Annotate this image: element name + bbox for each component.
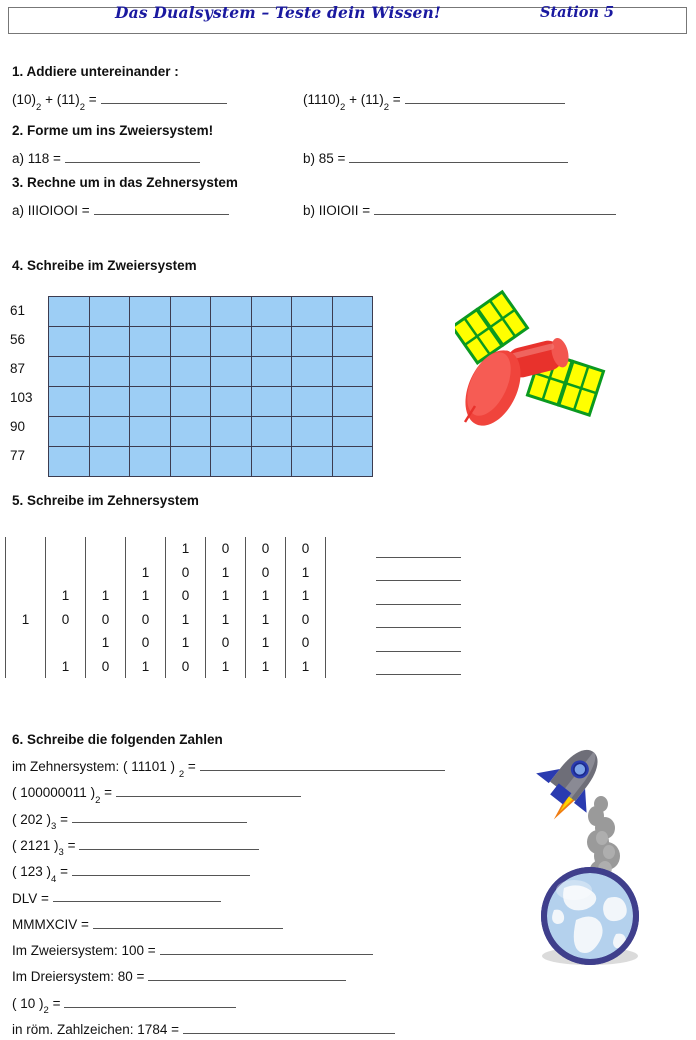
exercise-6-item [12, 994, 236, 1015]
grid-cell[interactable] [49, 297, 90, 327]
ex1a-expr-2: + (11) [41, 91, 80, 107]
binary-digit-cell: 0 [86, 655, 126, 679]
ex3a-label: a) IIIOIOOI = [12, 202, 90, 218]
grid-cell[interactable] [130, 447, 171, 477]
binary-row [6, 561, 326, 585]
ex1b-sub-2: 2 [383, 101, 390, 113]
grid-cell[interactable] [332, 387, 373, 417]
grid-cell[interactable] [211, 327, 252, 357]
binary-digit-cell: 0 [286, 608, 326, 632]
ex6-answer-blank[interactable] [79, 836, 259, 850]
grid-cell[interactable] [251, 387, 292, 417]
grid-cell[interactable] [211, 297, 252, 327]
grid-cell[interactable] [251, 357, 292, 387]
grid-cell[interactable] [170, 417, 211, 447]
grid-cell[interactable] [49, 387, 90, 417]
grid-cell[interactable] [170, 447, 211, 477]
ex1b-expr-1: (1110) [303, 91, 341, 107]
ex6-item-base-subscript: 3 [51, 821, 57, 833]
exercise-3-heading: 3. Rechne um in das Zehnersystem [12, 175, 238, 190]
grid-row [49, 297, 373, 327]
ex6-item-base-subscript: 3 [58, 847, 64, 859]
grid-cell[interactable] [170, 297, 211, 327]
exercise-6-item [12, 757, 445, 778]
ex6-item-equals: = [56, 864, 68, 879]
binary-digit-cell: 0 [206, 631, 246, 655]
grid-cell[interactable] [211, 447, 252, 477]
page-title: Das Dualsystem – Teste dein Wissen! [114, 3, 442, 22]
binary-digit-cell: 1 [166, 631, 206, 655]
ex6-item-equals: = [100, 785, 113, 801]
ex1b-equals: = [389, 91, 401, 107]
exercise-2-item-b [303, 149, 568, 166]
binary-digit-cell: 1 [126, 561, 166, 585]
binary-digit-cell: 1 [246, 608, 286, 632]
binary-digit-cell: 1 [46, 584, 86, 608]
ex6-item-equals: = [63, 837, 76, 853]
binary-digit-cell [46, 561, 86, 585]
binary-digit-cell: 1 [86, 584, 126, 608]
grid-row [49, 447, 373, 477]
grid-row [49, 417, 373, 447]
grid-cell[interactable] [292, 417, 333, 447]
ex1b-sub-1: 2 [340, 101, 346, 113]
exercise-6-item [12, 915, 283, 932]
grid-row [49, 357, 373, 387]
binary-digit-cell [46, 631, 86, 655]
grid-cell[interactable] [332, 297, 373, 327]
grid-row [49, 387, 373, 417]
ex6-item-equals: = [184, 758, 196, 774]
binary-digit-cell [86, 561, 126, 585]
grid-row-label: 77 [10, 448, 26, 463]
ex6-item-label: im Zehnersystem: ( 11101 ) [12, 758, 179, 774]
ex6-item-label: ( 202 ) [12, 811, 52, 827]
exercise-6-item [12, 836, 259, 857]
binary-digit-cell [6, 561, 46, 585]
grid-row-label: 103 [10, 390, 33, 405]
ex6-item-base-subscript: 2 [43, 1005, 49, 1017]
ex2b-answer-blank[interactable] [349, 149, 568, 163]
grid-cell[interactable] [130, 297, 171, 327]
grid-cell[interactable] [130, 417, 171, 447]
grid-cell[interactable] [211, 417, 252, 447]
grid-cell[interactable] [251, 417, 292, 447]
ex6-answer-blank[interactable] [64, 994, 236, 1008]
ex6-item-label: ( 2121 ) [12, 837, 59, 853]
binary-digit-cell: 1 [206, 655, 246, 679]
exercise-2-item-a [12, 149, 200, 166]
grid-cell[interactable] [49, 357, 90, 387]
binary-digit-cell: 0 [166, 561, 206, 585]
binary-digit-cell [126, 537, 166, 561]
binary-digit-cell: 1 [246, 631, 286, 655]
grid-cell[interactable] [89, 297, 130, 327]
ex6-answer-blank[interactable] [53, 889, 221, 903]
ex6-item-equals: = [136, 969, 145, 985]
exercise-6-heading: 6. Schreibe die folgenden Zahlen [12, 732, 223, 747]
binary-row [6, 608, 326, 632]
grid-cell[interactable] [49, 327, 90, 357]
exercise-6-item [12, 810, 247, 831]
ex6-item-base-subscript: 4 [51, 873, 57, 885]
grid-cell[interactable] [292, 357, 333, 387]
binary-row [6, 537, 326, 561]
ex6-item-label: DLV [12, 890, 42, 906]
exercise-4-heading: 4. Schreibe im Zweiersystem [12, 258, 197, 273]
binary-digit-cell: 1 [126, 584, 166, 608]
grid-row-label: 61 [10, 303, 26, 318]
ex6-answer-blank[interactable] [116, 783, 301, 797]
ex6-item-equals: = [41, 890, 49, 906]
grid-cell[interactable] [292, 387, 333, 417]
grid-cell[interactable] [89, 387, 130, 417]
exercise-1-item-a [12, 90, 227, 111]
ex6-answer-blank[interactable] [160, 941, 373, 955]
binary-digit-cell: 1 [286, 655, 326, 679]
grid-cell[interactable] [251, 297, 292, 327]
exercise-4-row-labels [10, 296, 46, 470]
binary-digit-cell: 1 [286, 584, 326, 608]
ex6-answer-blank[interactable] [72, 810, 247, 824]
exercise-3-item-a [12, 201, 229, 218]
grid-cell[interactable] [332, 357, 373, 387]
binary-digit-cell: 0 [246, 561, 286, 585]
grid-cell[interactable] [89, 417, 130, 447]
exercise-6-item [12, 967, 346, 984]
binary-digit-cell: 1 [246, 655, 286, 679]
grid-cell[interactable] [292, 297, 333, 327]
ex3b-answer-blank[interactable] [374, 201, 616, 215]
ex1b-expr-2: + (11) [345, 91, 384, 107]
binary-digit-cell [6, 631, 46, 655]
ex6-item-label: in röm. Zahlzeichen: 1784 [12, 1021, 172, 1037]
grid-row-label: 56 [10, 332, 26, 347]
grid-cell[interactable] [251, 327, 292, 357]
binary-digit-cell: 1 [286, 561, 326, 585]
ex1a-sub-2: 2 [79, 101, 85, 113]
ex6-item-label: ( 100000011 ) [12, 785, 96, 801]
grid-cell[interactable] [49, 447, 90, 477]
ex2a-label: a) 118 = [12, 150, 61, 166]
grid-cell[interactable] [332, 417, 373, 447]
binary-digit-cell: 0 [166, 655, 206, 679]
grid-cell[interactable] [292, 327, 333, 357]
binary-digit-cell [6, 537, 46, 561]
ex1b-answer-blank[interactable] [405, 90, 565, 104]
grid-cell[interactable] [211, 387, 252, 417]
grid-cell[interactable] [89, 447, 130, 477]
satellite-icon [455, 288, 645, 438]
grid-cell[interactable] [292, 447, 333, 477]
binary-digit-cell [6, 584, 46, 608]
binary-digit-cell [46, 537, 86, 561]
binary-digit-cell: 1 [166, 537, 206, 561]
grid-cell[interactable] [89, 327, 130, 357]
ex6-answer-blank[interactable] [148, 967, 346, 981]
binary-digit-cell: 0 [46, 608, 86, 632]
rocket-earth-icon [512, 738, 677, 968]
binary-row [6, 584, 326, 608]
binary-digit-cell: 0 [86, 608, 126, 632]
binary-digit-cell: 0 [126, 608, 166, 632]
grid-cell[interactable] [89, 357, 130, 387]
binary-digit-cell: 1 [206, 561, 246, 585]
grid-cell[interactable] [332, 327, 373, 357]
exercise-6-item [12, 1020, 395, 1037]
ex6-item-label: ( 123 ) [12, 864, 52, 879]
ex3a-answer-blank[interactable] [94, 201, 229, 215]
exercise-3-item-b [303, 201, 616, 218]
binary-digit-cell: 1 [206, 584, 246, 608]
ex1a-equals: = [85, 91, 97, 107]
ex6-item-equals: = [147, 942, 156, 958]
grid-cell[interactable] [170, 387, 211, 417]
binary-digit-cell: 1 [46, 655, 86, 679]
ex6-item-equals: = [171, 1021, 179, 1037]
ex1a-answer-blank[interactable] [101, 90, 227, 104]
ex6-answer-blank[interactable] [93, 915, 283, 929]
ex2b-label: b) 85 = [303, 150, 346, 166]
binary-digit-cell: 1 [206, 608, 246, 632]
grid-cell[interactable] [211, 357, 252, 387]
binary-row [6, 655, 326, 679]
grid-cell[interactable] [332, 447, 373, 477]
grid-cell[interactable] [170, 327, 211, 357]
ex6-answer-blank[interactable] [183, 1020, 395, 1034]
exercise-5-binary-table [5, 537, 326, 678]
exercise-6-item [12, 889, 221, 906]
binary-digit-cell: 0 [126, 631, 166, 655]
exercise-4-answer-grid [48, 296, 373, 477]
exercise-2-heading: 2. Forme um ins Zweiersystem! [12, 123, 214, 138]
binary-digit-cell [86, 537, 126, 561]
binary-digit-cell: 0 [246, 537, 286, 561]
binary-digit-cell: 1 [86, 631, 126, 655]
exercise-1-item-b [303, 90, 565, 111]
binary-digit-cell: 1 [6, 608, 46, 632]
binary-digit-cell: 0 [286, 631, 326, 655]
grid-cell[interactable] [130, 357, 171, 387]
grid-row-label: 90 [10, 419, 26, 434]
ex1a-sub-1: 2 [36, 101, 42, 113]
exercise-1-heading: 1. Addiere untereinander : [12, 64, 179, 79]
grid-cell[interactable] [130, 387, 171, 417]
exercise-6-item [12, 862, 250, 883]
binary-digit-cell: 1 [126, 655, 166, 679]
ex6-item-base-subscript: 2 [178, 768, 185, 780]
grid-cell[interactable] [170, 357, 211, 387]
station-label: Station 5 [540, 4, 615, 21]
ex1a-expr-1: (10) [12, 91, 37, 107]
binary-digit-cell: 0 [166, 584, 206, 608]
grid-cell[interactable] [251, 447, 292, 477]
exercise-6-item [12, 783, 301, 804]
exercise-6-item [12, 941, 373, 958]
ex6-item-base-subscript: 2 [95, 794, 101, 806]
binary-digit-cell: 1 [246, 584, 286, 608]
grid-row [49, 327, 373, 357]
ex6-item-label: MMMXCIV [12, 916, 81, 932]
ex6-item-equals: = [56, 811, 68, 827]
grid-cell[interactable] [49, 417, 90, 447]
ex6-answer-blank[interactable] [200, 757, 445, 771]
ex6-item-label: ( 10 ) [12, 995, 44, 1011]
grid-cell[interactable] [130, 327, 171, 357]
ex6-answer-blank[interactable] [72, 862, 250, 876]
ex6-item-label: Im Zweiersystem: 100 [12, 942, 148, 958]
ex6-item-equals: = [81, 916, 89, 932]
binary-digit-cell: 1 [166, 608, 206, 632]
grid-row-label: 87 [10, 361, 26, 376]
ex6-item-equals: = [48, 995, 61, 1011]
ex6-item-label: Im Dreiersystem: 80 [12, 969, 137, 985]
binary-digit-cell: 0 [286, 537, 326, 561]
ex3b-label: b) IIOIOII = [303, 202, 371, 218]
ex2a-answer-blank[interactable] [65, 149, 200, 163]
binary-row [6, 631, 326, 655]
exercise-5-heading: 5. Schreibe im Zehnersystem [12, 493, 199, 508]
binary-digit-cell [6, 655, 46, 679]
binary-digit-cell: 0 [206, 537, 246, 561]
